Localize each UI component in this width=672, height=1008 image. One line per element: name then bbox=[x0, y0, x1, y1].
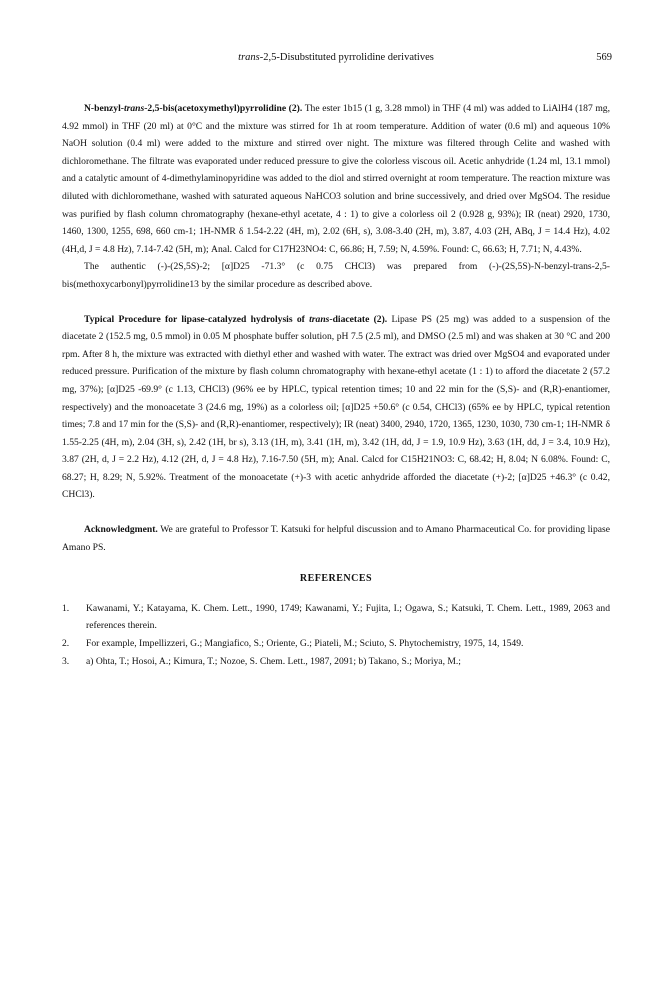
reference-item: 1. Kawanami, Y.; Katayama, K. Chem. Lett., 1990, 1749; Kawanami, Y.; Fujita, I.; Ogawa, S.; Katsuki, T. Chem. Lett., 1989, 2063 and references therein. bbox=[62, 602, 610, 632]
page-number: 569 bbox=[596, 52, 612, 63]
running-header bbox=[60, 52, 612, 68]
paragraph-heading: N-benzyl-trans-2,5-bis(acetoxymethyl)pyrrolidine (2). bbox=[84, 103, 303, 114]
acknowledgment-text: We are grateful to Professor T. Katsuki for helpful discussion and to Amano Pharmaceutical Co. for providing lipase Amano PS. bbox=[62, 524, 610, 553]
paragraph-hydrolysis bbox=[62, 311, 610, 505]
paragraph-text: The ester 1b15 (1 g, 3.28 mmol) in THF (4 ml) was added to LiAlH4 (187 mg, 4.92 mmol) in THF (20 ml) at 0°C and the mixture was stirred for 1h at room temperature. Addition of water (0.6 ml) and aqueous 10% NaOH solution (0.4 ml) were added to the mixture and stirred over night. The mixture was filtered through Celite and washed with dichloromethane. The filtrate was evaporated under reduced pressure to give the colorless viscous oil. Acetic anhydride (1.24 ml, 13.1 mmol) and a catalytic amount of 4-dimethylaminopyridine was added to the diol and stirred overnight at room temperature. The reaction mixture was diluted with dichloromethane, washed with saturated aqueous NaHCO3 solution and brine successively, and dried over MgSO4. The residue was purified by flash column chromatography (hexane-ethyl acetate, 4 : 1) to give a colorless oil 2 (0.928 g, 93%); IR (neat) 2920, 1730, 1460, 1300, 1255, 698, 660 cm-1; 1H-NMR δ 1.54-2.22 (4H, m), 2.02 (6H, s), 3.08-3.40 (2H, m), 3.87, 4.03 (2H, ABq, J = 14.4 Hz), 4.02 (4H,d, J = 4.8 Hz), 7.14-7.42 (5H, m); Anal. Calcd for C17H23NO4: C, 66.86; H, 7.59; N, 4.59%. Found: C, 66.63; H, 7.71; N, 4.43%. bbox=[62, 103, 610, 255]
paragraph-text: Lipase PS (25 mg) was added to a suspension of the diacetate 2 (152.5 mg, 0.5 mmol) in 0.05 M phosphate buffer solution, pH 7.5 (2.5 ml), and DMSO (2.5 ml) and was shaken at 30 °C and 200 rpm. After 8 h, the mixture was extracted with diethyl ether and washed with water. The extract was dried over MgSO4 and evaporated under reduced pressure. Purification of the mixture by flash column chromatography with hexane-ethyl acetate (1 : 1) to afford the diacetate 2 (57.2 mg, 37%); [α]D25 -69.9° (c 1.13, CHCl3) (96% ee by HPLC, typical retention times; 10 and 22 min for the (S,S)- and (R,R)-enantiomer, respectively) and the monoacetate 3 (24.6 mg, 19%) as a colorless oil; [α]D25 +50.6° (c 0.54, CHCl3) (65% ee by HPLC, typical retention times; 7.8 and 17 min for the (S,S)- and (R,R)-enantiomer, respectively); IR (neat) 3400, 2940, 1720, 1365, 1230, 1030, 730 cm-1; 1H-NMR δ 1.55-2.25 (4H, m), 2.04 (3H, s), 2.42 (1H, br s), 3.13 (1H, m), 3.41 (1H, m), 3.42 (1H, dd, J = 1.9, 10.9 Hz), 3.63 (1H, dd, J = 3.4, 10.9 Hz), 3.87 (2H, d, J = 2.2 Hz), 4.12 (2H, d, J = 4.8 Hz), 7.16-7.50 (5H, m); Anal. Calcd for C15H21NO3: C, 68.42; H, 8.04; N 6.08%. Found: C, 68.27; H, 8.29; N, 5.92%. Treatment of the monoacetate (+)-3 with acetic anhydride afforded the diacetate (+)-2; [α]D25 +46.3° (c 0.42, CHCl3). bbox=[62, 313, 611, 501]
reference-item: 3. a) Ohta, T.; Hosoi, A.; Kimura, T.; Nozoe, S. Chem. Lett., 1987, 2091; b) Takano, S.; Moriya, M.; bbox=[62, 655, 461, 667]
references-heading: REFERENCES bbox=[299, 573, 373, 585]
running-title: trans-2,5-Disubstituted pyrrolidine derivatives bbox=[238, 52, 434, 63]
article-body bbox=[62, 100, 610, 670]
paragraph-authentic: The authentic (-)-(2S,5S)-2; [α]D25 -71.3° (c 0.75 CHCl3) was prepared from (-)-(2S,5S)-N-benzyl-trans-2,5-bis(methoxycarbonyl)pyrrolidine13 by the similar procedure as described above. bbox=[62, 261, 610, 290]
reference-item: 2. For example, Impellizzeri, G.; Mangiafico, S.; Oriente, G.; Piateli, M.; Sciuto, S. Phytochemistry, 1975, 14, 1549. bbox=[62, 638, 524, 650]
acknowledgment bbox=[62, 521, 610, 556]
acknowledgment-heading: Acknowledgment. bbox=[84, 524, 158, 536]
paragraph-heading: Typical Procedure for lipase-catalyzed hydrolysis of trans-diacetate (2). bbox=[84, 313, 388, 325]
paragraph-synthesis bbox=[62, 100, 610, 258]
reference-list bbox=[62, 600, 610, 670]
